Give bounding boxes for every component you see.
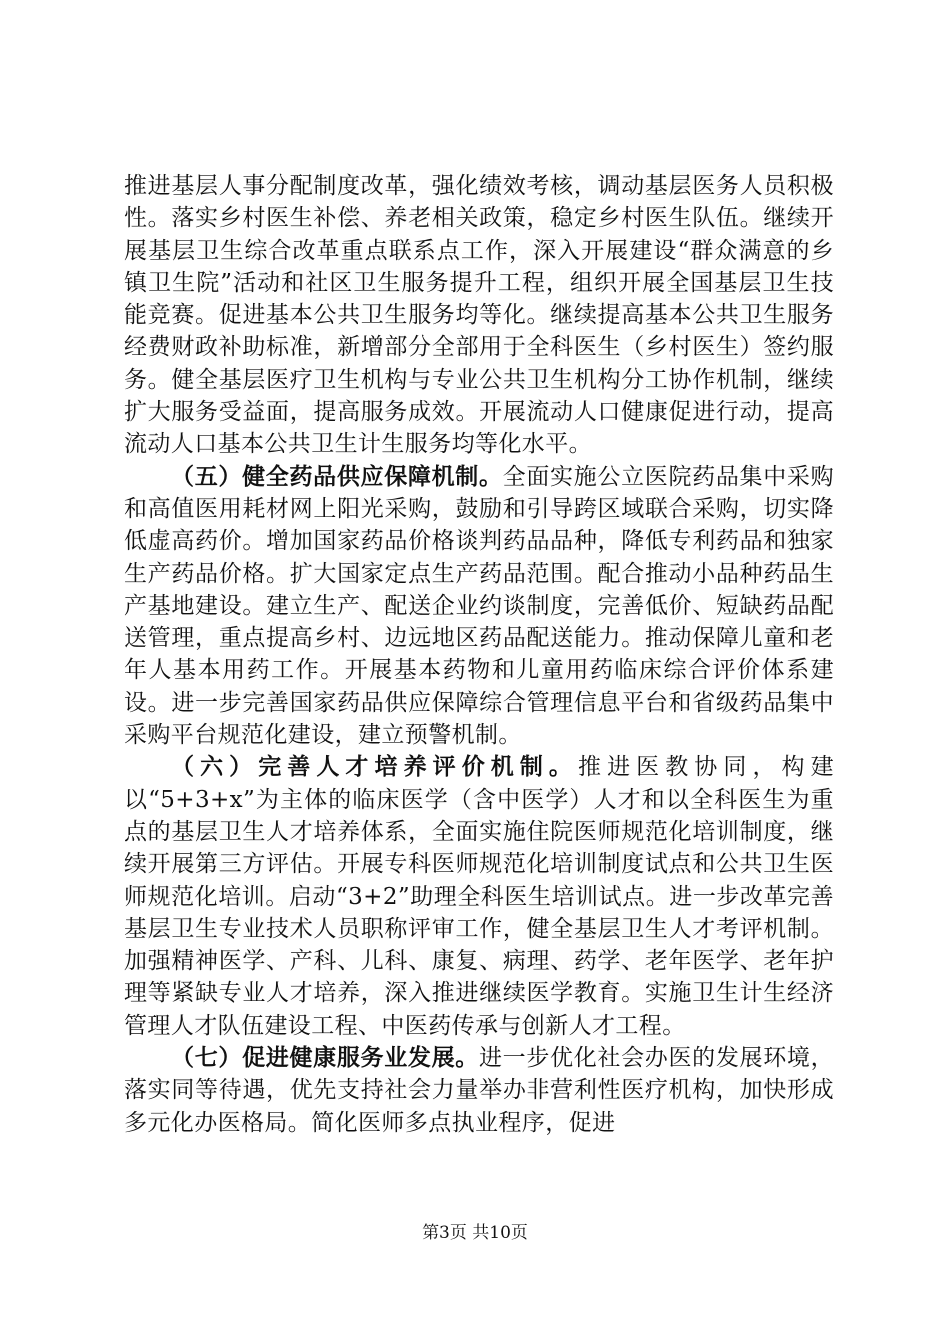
paragraph-section-7 [124, 1042, 834, 1139]
section-heading: （七）促进健康服务业发展。 [171, 1045, 479, 1072]
paragraph-text: 推进医教协同，构建以“5+3+x”为主体的临床医学（含中医学）人才和以全科医生为重点的基层卫生人才培养体系，全面实施住院医师规范化培训制度，继续开展第三方评估。开展专科医师规范化培训制度试点和公共卫生医师规范化培训。启动“3+2”助理全科医生培训试点。进一步改革完善基层卫生专业技术人员职称评审工作，健全基层卫生人才考评机制。加强精神医学、产科、儿科、康复、病理、药学、老年医学、老年护理等紧缺专业人才培养，深入推进继续医学教育。实施卫生计生经济管理人才队伍建设工程、中医药传承与创新人才工程。 [124, 754, 834, 1039]
document-body [124, 170, 834, 1139]
page-number-footer: 第3页 共10页 [422, 1223, 528, 1243]
paragraph-text: 全面实施公立医院药品集中采购和高值医用耗材网上阳光采购，鼓励和引导跨区域联合采购，切实降低虚高药价。增加国家药品价格谈判药品品种，降低专利药品和独家生产药品价格。扩大国家定点生产药品范围。配合推动小品种药品生产基地建设。建立生产、配送企业约谈制度，完善低价、短缺药品配送管理，重点提高乡村、边远地区药品配送能力。推动保障儿童和老年人基本用药工作。开展基本药物和儿童用药临床综合评价体系建设。进一步完善国家药品供应保障综合管理信息平台和省级药品集中采购平台规范化建设，建立预警机制。 [124, 463, 834, 749]
section-heading: （六）完善人才培养评价机制。 [171, 754, 579, 781]
paragraph-section-5 [124, 461, 834, 752]
paragraph-text: 进一步优化社会办医的发展环境，落实同等待遇，优先支持社会力量举办非营利性医疗机构，加快形成多元化办医格局。简化医师多点执业程序，促进 [124, 1045, 835, 1136]
paragraph-text: 推进基层人事分配制度改革，强化绩效考核，调动基层医务人员积极性。落实乡村医生补偿、养老相关政策，稳定乡村医生队伍。继续开展基层卫生综合改革重点联系点工作，深入开展建设“群众满意的乡镇卫生院”活动和社区卫生服务提升工程，组织开展全国基层卫生技能竞赛。促进基本公共卫生服务均等化。继续提高基本公共卫生服务经费财政补助标准，新增部分全部用于全科医生（乡村医生）签约服务。健全基层医疗卫生机构与专业公共卫生机构分工协作机制，继续扩大服务受益面，提高服务成效。开展流动人口健康促进行动，提高流动人口基本公共卫生计生服务均等化水平。 [124, 173, 834, 458]
paragraph-continuation [124, 170, 834, 461]
paragraph-section-6 [124, 751, 834, 1042]
section-heading: （五）健全药品供应保障机制。 [171, 463, 503, 490]
